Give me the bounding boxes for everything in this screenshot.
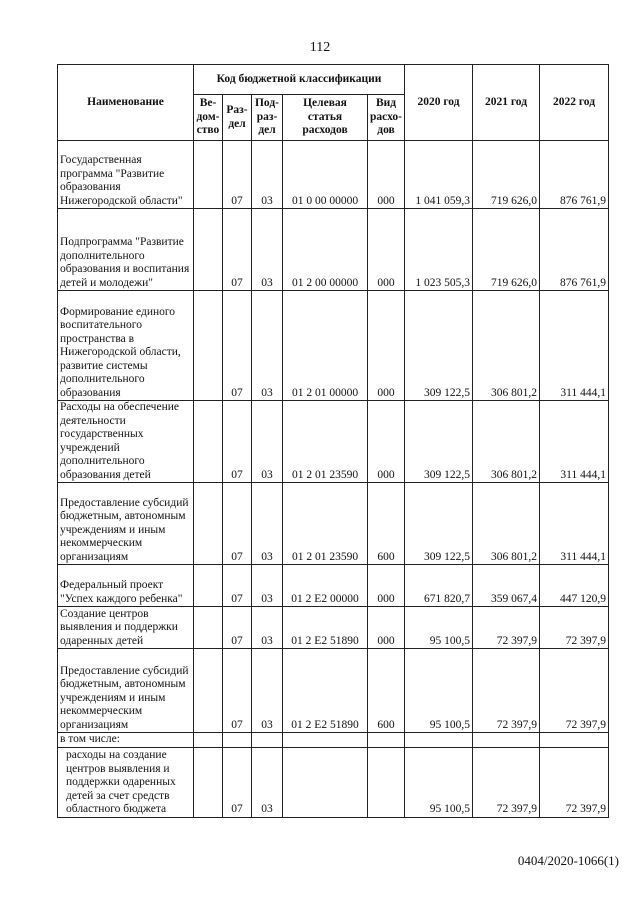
row-2020: 95 100,5 bbox=[405, 607, 473, 649]
table-row bbox=[58, 141, 609, 209]
row-2021: 719 626,0 bbox=[473, 209, 540, 291]
row-dept bbox=[194, 565, 223, 607]
table-row bbox=[58, 483, 609, 565]
row-section: 07 bbox=[223, 141, 252, 209]
row-section: 07 bbox=[223, 209, 252, 291]
row-2021: 72 397,9 bbox=[473, 649, 540, 733]
row-subsection: 03 bbox=[252, 607, 283, 649]
row-target: 01 0 00 00000 bbox=[283, 141, 368, 209]
row-name: Предоставление субсидий бюджетным, автономным учреждениям и иным некоммерческим организациям bbox=[58, 649, 194, 733]
row-dept bbox=[194, 401, 223, 483]
row-dept bbox=[194, 141, 223, 209]
row-target: 01 2 E2 51890 bbox=[283, 649, 368, 733]
header-classification-group: Код бюджетной классификации bbox=[194, 65, 405, 95]
document-code: 0404/2020-1066(1) bbox=[517, 853, 619, 868]
header-2022: 2022 год bbox=[540, 65, 609, 141]
row-2022: 876 761,9 bbox=[540, 141, 609, 209]
row-dept bbox=[194, 747, 223, 817]
row-2020: 1 023 505,3 bbox=[405, 209, 473, 291]
row-2021 bbox=[473, 733, 540, 748]
row-subsection: 03 bbox=[252, 747, 283, 817]
table-row bbox=[58, 565, 609, 607]
row-dept bbox=[194, 733, 223, 748]
row-2020: 95 100,5 bbox=[405, 747, 473, 817]
row-target bbox=[283, 733, 368, 748]
header-2021: 2021 год bbox=[473, 65, 540, 141]
row-section: 07 bbox=[223, 649, 252, 733]
row-2022: 876 761,9 bbox=[540, 209, 609, 291]
row-section: 07 bbox=[223, 747, 252, 817]
row-2021: 306 801,2 bbox=[473, 291, 540, 401]
header-type: Вид расхо- дов bbox=[368, 95, 405, 141]
row-2020: 309 122,5 bbox=[405, 291, 473, 401]
row-name: Создание центров выявления и поддержки одаренных детей bbox=[58, 607, 194, 649]
row-name: расходы на создание центров выявления и поддержки одаренных детей за счет средств областного бюджета bbox=[58, 747, 194, 817]
table-row bbox=[58, 747, 609, 817]
row-dept bbox=[194, 649, 223, 733]
row-type bbox=[368, 747, 405, 817]
row-2021: 72 397,9 bbox=[473, 747, 540, 817]
row-2022: 447 120,9 bbox=[540, 565, 609, 607]
row-2022: 72 397,9 bbox=[540, 747, 609, 817]
row-section: 07 bbox=[223, 291, 252, 401]
row-type: 000 bbox=[368, 565, 405, 607]
row-subsection: 03 bbox=[252, 141, 283, 209]
row-target: 01 2 E2 51890 bbox=[283, 607, 368, 649]
row-subsection: 03 bbox=[252, 209, 283, 291]
row-subsection: 03 bbox=[252, 291, 283, 401]
row-subsection bbox=[252, 733, 283, 748]
row-type: 000 bbox=[368, 209, 405, 291]
row-2021: 72 397,9 bbox=[473, 607, 540, 649]
row-2020 bbox=[405, 733, 473, 748]
row-2022: 72 397,9 bbox=[540, 607, 609, 649]
row-subsection: 03 bbox=[252, 649, 283, 733]
table-row bbox=[58, 607, 609, 649]
row-name: Предоставление субсидий бюджетным, автономным учреждениям и иным некоммерческим организациям bbox=[58, 483, 194, 565]
budget-table bbox=[57, 64, 609, 818]
row-2021: 306 801,2 bbox=[473, 401, 540, 483]
table-row bbox=[58, 401, 609, 483]
row-2020: 309 122,5 bbox=[405, 401, 473, 483]
row-2020: 671 820,7 bbox=[405, 565, 473, 607]
row-2022 bbox=[540, 733, 609, 748]
row-type: 600 bbox=[368, 649, 405, 733]
row-section bbox=[223, 733, 252, 748]
row-section: 07 bbox=[223, 401, 252, 483]
header-subsection: Под- раз- дел bbox=[252, 95, 283, 141]
row-target: 01 2 E2 00000 bbox=[283, 565, 368, 607]
header-dept: Ве- дом- ство bbox=[194, 95, 223, 141]
row-name: Федеральный проект "Успех каждого ребенка" bbox=[58, 565, 194, 607]
row-name: Государственная программа "Развитие образования Нижегородской области" bbox=[58, 141, 194, 209]
row-2020: 95 100,5 bbox=[405, 649, 473, 733]
row-2022: 311 444,1 bbox=[540, 291, 609, 401]
header-name: Наименование bbox=[58, 65, 194, 141]
page-number: 112 bbox=[309, 40, 331, 55]
row-name: Расходы на обеспечение деятельности государственных учреждений дополнительного образования детей bbox=[58, 401, 194, 483]
row-type bbox=[368, 733, 405, 748]
row-section: 07 bbox=[223, 565, 252, 607]
row-name: в том числе: bbox=[58, 733, 194, 748]
header-target: Целевая статья расходов bbox=[283, 95, 368, 141]
row-subsection: 03 bbox=[252, 565, 283, 607]
table-row bbox=[58, 733, 609, 748]
row-2022: 311 444,1 bbox=[540, 401, 609, 483]
table-row bbox=[58, 649, 609, 733]
row-type: 000 bbox=[368, 607, 405, 649]
row-2021: 306 801,2 bbox=[473, 483, 540, 565]
row-type: 000 bbox=[368, 141, 405, 209]
row-section: 07 bbox=[223, 483, 252, 565]
row-2021: 719 626,0 bbox=[473, 141, 540, 209]
row-name: Формирование единого воспитательного пространства в Нижегородской области, развитие системы дополнительного образования bbox=[58, 291, 194, 401]
row-dept bbox=[194, 291, 223, 401]
row-type: 000 bbox=[368, 401, 405, 483]
row-subsection: 03 bbox=[252, 401, 283, 483]
row-target: 01 2 01 23590 bbox=[283, 483, 368, 565]
table-header-row-1 bbox=[58, 65, 609, 95]
row-dept bbox=[194, 209, 223, 291]
row-target: 01 2 00 00000 bbox=[283, 209, 368, 291]
table-row bbox=[58, 209, 609, 291]
row-2020: 309 122,5 bbox=[405, 483, 473, 565]
row-target: 01 2 01 00000 bbox=[283, 291, 368, 401]
row-2020: 1 041 059,3 bbox=[405, 141, 473, 209]
row-dept bbox=[194, 607, 223, 649]
row-subsection: 03 bbox=[252, 483, 283, 565]
row-section: 07 bbox=[223, 607, 252, 649]
row-type: 000 bbox=[368, 291, 405, 401]
row-target bbox=[283, 747, 368, 817]
header-section: Раз- дел bbox=[223, 95, 252, 141]
row-target: 01 2 01 23590 bbox=[283, 401, 368, 483]
row-name: Подпрограмма "Развитие дополнительного образования и воспитания детей и молодежи" bbox=[58, 209, 194, 291]
row-dept bbox=[194, 483, 223, 565]
row-2022: 72 397,9 bbox=[540, 649, 609, 733]
row-2021: 359 067,4 bbox=[473, 565, 540, 607]
table-row bbox=[58, 291, 609, 401]
row-2022: 311 444,1 bbox=[540, 483, 609, 565]
row-type: 600 bbox=[368, 483, 405, 565]
header-2020: 2020 год bbox=[405, 65, 473, 141]
